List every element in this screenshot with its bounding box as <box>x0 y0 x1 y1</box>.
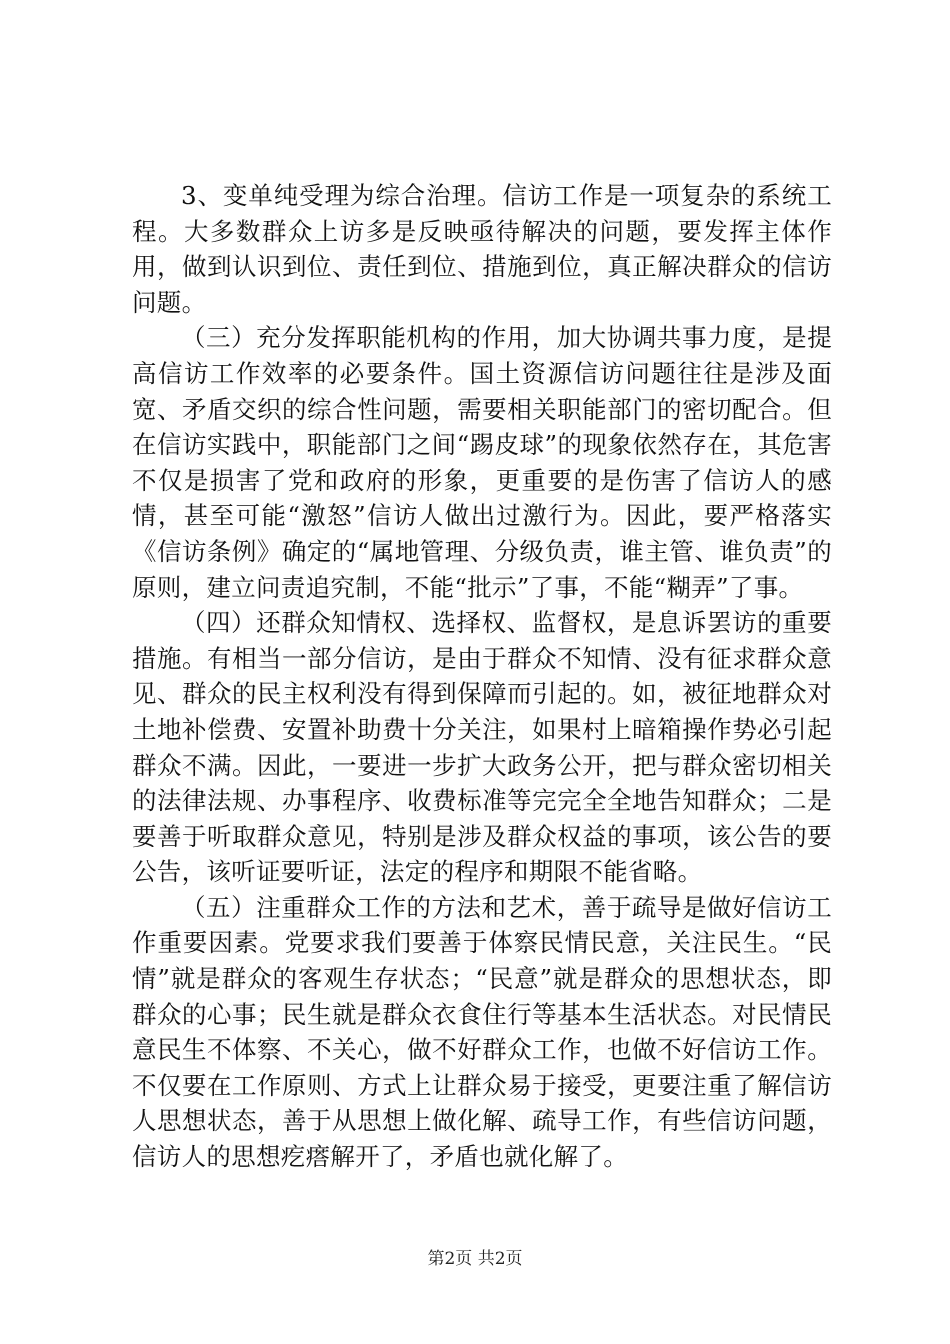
document-body <box>132 178 832 1175</box>
paragraph-section-4: （四）还群众知情权、选择权、监督权，是息诉罢访的重要措施。有相当一部分信访，是由于群众不知情、没有征求群众意见、群众的民主权利没有得到保障而引起的。如，被征地群众对土地补偿费、安置补助费十分关注，如果村上暗箱操作势必引起群众不满。因此，一要进一步扩大政务公开，把与群众密切相关的法律法规、办事程序、收费标准等完完全全地告知群众；二是要善于听取群众意见，特别是涉及群众权益的事项，该公告的要公告，该听证要听证，法定的程序和期限不能省略。 <box>132 608 832 887</box>
paragraph-item-3: 3、变单纯受理为综合治理。信访工作是一项复杂的系统工程。大多数群众上访多是反映亟待解决的问题，要发挥主体作用，做到认识到位、责任到位、措施到位，真正解决群众的信访问题。 <box>132 181 832 317</box>
paragraph-section-3: （三）充分发挥职能机构的作用，加大协调共事力度，是提高信访工作效率的必要条件。国土资源信访问题往往是涉及面宽、矛盾交织的综合性问题，需要相关职能部门的密切配合。但在信访实践中，职能部门之间“踢皮球”的现象依然存在，其危害不仅是损害了党和政府的形象，更重要的是伤害了信访人的感情，甚至可能“激怒”信访人做出过激行为。因此，要严格落实《信访条例》确定的“属地管理、分级负责，谁主管、谁负责”的原则，建立问责追究制，不能“批示”了事，不能“糊弄”了事。 <box>132 323 832 602</box>
page-footer: 第2页 共2页 <box>427 1249 523 1269</box>
paragraph-section-5: （五）注重群众工作的方法和艺术，善于疏导是做好信访工作重要因素。党要求我们要善于体察民情民意，关注民生。“民情”就是群众的客观生存状态；“民意”就是群众的思想状态，即群众的心事；民生就是群众衣食住行等基本生活状态。对民情民意民生不体察、不关心，做不好群众工作，也做不好信访工作。不仅要在工作原则、方式上让群众易于接受，更要注重了解信访人思想状态，善于从思想上做化解、疏导工作，有些信访问题，信访人的思想疙瘩解开了，矛盾也就化解了。 <box>132 892 833 1172</box>
